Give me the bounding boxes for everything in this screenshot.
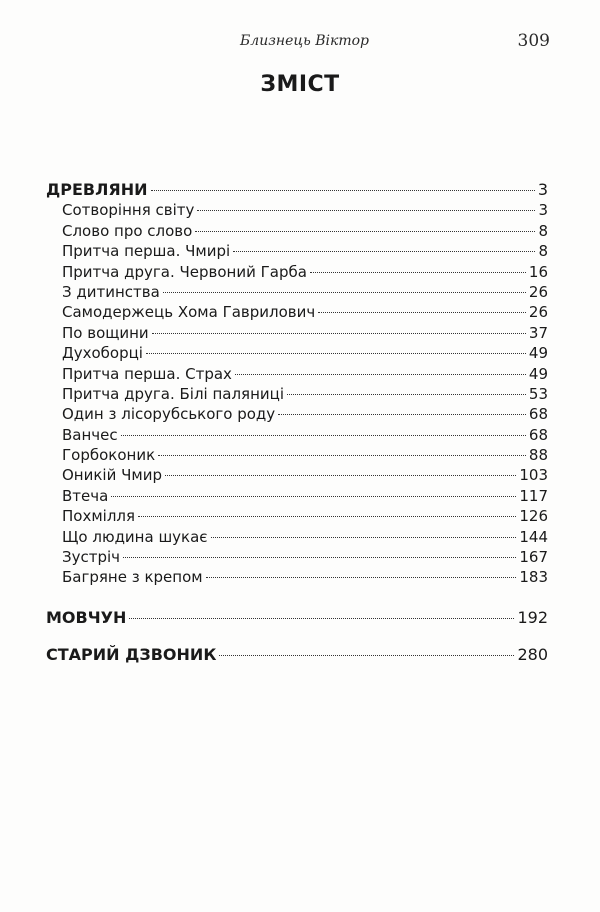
toc-page-number: 126 <box>519 507 548 526</box>
toc-entry[interactable] <box>46 527 548 547</box>
toc-page-number: 8 <box>538 221 548 240</box>
toc-entry-title: Сотворіння світу <box>62 201 195 220</box>
toc-page-number: 3 <box>537 180 548 199</box>
toc-entry-title: Втеча <box>62 486 109 505</box>
toc-entry-title: Що людина шукає <box>62 527 208 546</box>
toc-section-title: ДРЕВЛЯНИ <box>46 180 148 199</box>
toc-page-number: 49 <box>528 364 548 383</box>
toc-section-drevliany[interactable] <box>46 180 548 200</box>
running-head-author: Близнець Віктор <box>240 33 369 49</box>
toc-entry[interactable] <box>46 506 548 526</box>
toc-section-movchun[interactable] <box>46 608 548 628</box>
toc-entry-title: Один з лісорубського роду <box>62 405 276 424</box>
dot-leader <box>197 210 535 211</box>
toc-entry-title: Багряне з крепом <box>62 568 203 587</box>
dot-leader <box>219 655 514 656</box>
dot-leader <box>235 374 526 375</box>
toc-page-number: 49 <box>528 344 548 363</box>
toc-page-number: 37 <box>528 323 548 342</box>
toc-entry-title: Притча друга. Червоний Гарба <box>62 262 307 281</box>
toc-page-number: 167 <box>519 548 548 567</box>
dot-leader <box>158 455 526 456</box>
toc-entry[interactable] <box>46 547 548 567</box>
toc-entry-title: Ванчес <box>62 425 118 444</box>
toc-entry[interactable] <box>46 445 548 465</box>
toc-entry[interactable] <box>46 425 548 445</box>
toc-entry[interactable] <box>46 364 548 384</box>
toc-page-number: 3 <box>538 201 548 220</box>
dot-leader <box>195 231 535 232</box>
dot-leader <box>211 537 517 538</box>
dot-leader <box>146 353 526 354</box>
toc-page-number: 88 <box>528 446 548 465</box>
toc-entry[interactable] <box>46 221 548 241</box>
toc-page-number: 183 <box>519 568 548 587</box>
toc-page-number: 53 <box>528 384 548 403</box>
toc-page-number: 280 <box>517 645 548 665</box>
dot-leader <box>163 292 526 293</box>
dot-leader <box>151 190 535 191</box>
dot-leader <box>129 618 514 619</box>
dot-leader <box>165 475 516 476</box>
toc-entry-title: Притча друга. Білі паляниці <box>62 384 285 403</box>
toc-entry-title: Оникій Чмир <box>62 466 162 485</box>
toc-entry-title: Притча перша. Чмирі <box>62 242 231 261</box>
toc-section-title: МОВЧУН <box>46 607 127 627</box>
toc-page-number: 16 <box>528 262 548 281</box>
toc-page-number: 26 <box>528 303 548 322</box>
dot-leader <box>233 251 535 252</box>
dot-leader <box>310 272 526 273</box>
toc-entry-title: Похмілля <box>62 507 136 526</box>
toc-section-title: СТАРИЙ ДЗВОНИК <box>46 645 217 665</box>
toc-page-number: 192 <box>517 607 548 627</box>
dot-leader <box>111 496 516 497</box>
toc-entry[interactable] <box>46 486 548 506</box>
toc-page-number: 144 <box>519 527 548 546</box>
page-number: 309 <box>517 31 550 51</box>
dot-leader <box>138 516 516 517</box>
dot-leader <box>206 577 517 578</box>
dot-leader <box>123 557 516 558</box>
toc-entry[interactable] <box>46 282 548 302</box>
table-of-contents <box>46 180 548 666</box>
toc-page-number: 68 <box>528 405 548 424</box>
toc-entry-title: По вощини <box>62 323 149 342</box>
toc-entry[interactable] <box>46 241 548 261</box>
toc-entry[interactable] <box>46 302 548 322</box>
toc-page-number: 8 <box>538 242 548 261</box>
toc-entry[interactable] <box>46 262 548 282</box>
toc-entry[interactable] <box>46 200 548 220</box>
toc-entry-title: Притча перша. Страх <box>62 364 232 383</box>
toc-entry-title: З дитинства <box>62 282 160 301</box>
toc-entry-title: Самодержець Хома Гаврилович <box>62 303 316 322</box>
toc-page-number: 68 <box>528 425 548 444</box>
toc-page-number: 117 <box>519 486 548 505</box>
toc-entry[interactable] <box>46 404 548 424</box>
page-title: ЗМІСТ <box>260 72 340 97</box>
dot-leader <box>318 312 526 313</box>
toc-entry[interactable] <box>46 323 548 343</box>
dot-leader <box>287 394 526 395</box>
toc-page-number: 26 <box>528 282 548 301</box>
toc-entry-title: Зустріч <box>62 548 121 567</box>
toc-entry[interactable] <box>46 343 548 363</box>
toc-section-staryi-dzvonyk[interactable] <box>46 645 548 665</box>
toc-entry[interactable] <box>46 465 548 485</box>
dot-leader <box>121 435 526 436</box>
toc-page-number: 103 <box>519 466 548 485</box>
toc-entry-title: Слово про слово <box>62 221 193 240</box>
dot-leader <box>278 414 526 415</box>
toc-entry[interactable] <box>46 384 548 404</box>
toc-entry-title: Духоборці <box>62 344 143 363</box>
toc-entry-title: Горбоконик <box>62 446 156 465</box>
dot-leader <box>152 333 526 334</box>
toc-entry[interactable] <box>46 567 548 587</box>
